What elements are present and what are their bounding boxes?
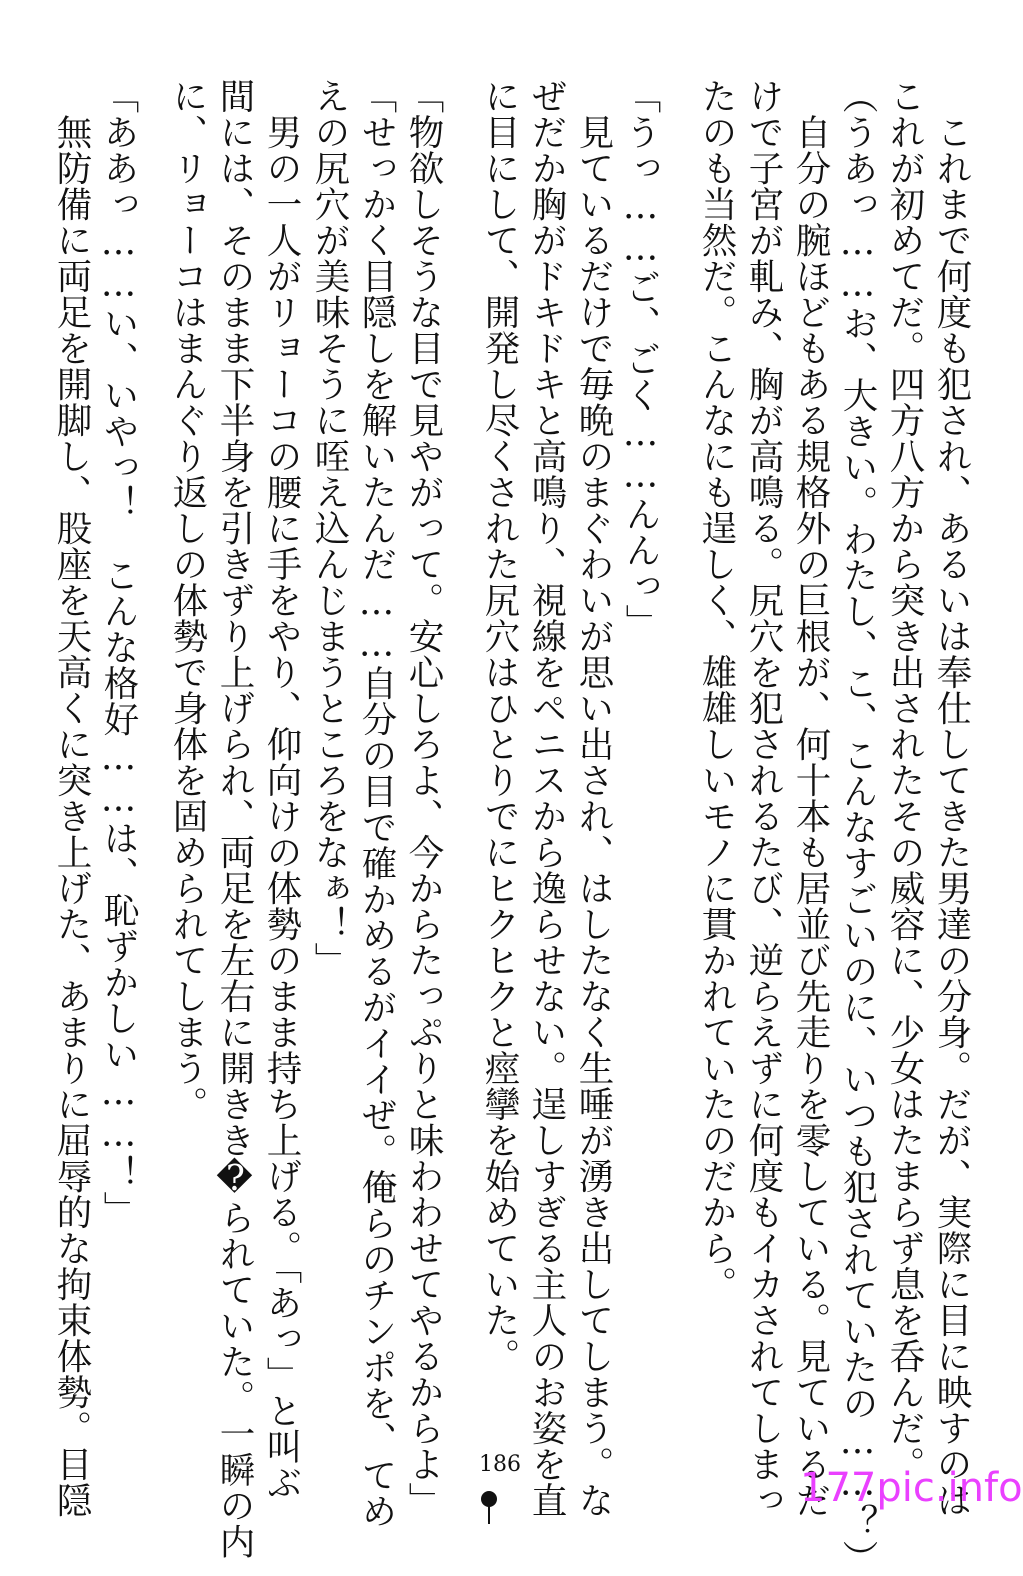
text-column: これまで何度も犯され、あるいは奉仕してきた男達の分身。だが、実際に目に映すのは	[931, 78, 972, 1518]
text-column: に目にして、開発し尽くされた尻穴はひとりでにヒクヒクと痙攣を始めていた。	[479, 78, 520, 1374]
text-column: けで子宮が軋み、胸が高鳴る。尻穴を犯されるたび、逆らえずに何度もイカされてしまっ	[743, 78, 784, 1518]
page-marker-icon	[480, 1490, 498, 1524]
text-column: 「物欲しそうな目で見やがって。安心しろよ、今からたっぷりと味わわせてやるからよ」	[403, 78, 444, 1518]
text-column: 見ているだけで毎晩のまぐわいが思い出され、はしたなく生唾が湧き出してしまう。な	[573, 78, 614, 1518]
text-column: 「ああっ……い、いやっ！ こんな格好……は、恥ずかしい……！」	[98, 78, 139, 1227]
text-column: 男の一人がリョーコの腰に手をやり、仰向けの体勢のまま持ち上げる。「あっ」と叫ぶ	[261, 78, 302, 1501]
text-column: 自分の腕ほどもある規格外の巨根が、何十本も居並び先走りを零している。見ているだ	[790, 78, 831, 1518]
text-column: 間には、そのまま下半身を引きずり上げられ、両足を左右に開きき�られていた。一瞬の内	[214, 78, 255, 1560]
text-column: ぜだか胸がドキドキと高鳴り、視線をペニスから逸らせない。逞しすぎる主人のお姿を直	[526, 78, 567, 1518]
text-column: たのも当然だ。こんなにも逞しく、雄雄しいモノに貫かれていたのだから。	[696, 78, 737, 1302]
text-column: 「せっかく目隠しを解いたんだ……自分の目で確かめるがイイぜ。俺らのチンポを、てめ	[356, 78, 397, 1529]
watermark: 177pic.info	[800, 1465, 1023, 1511]
text-column: 無防備に両足を開脚し、股座を天高くに突き上げた、あまりに屈辱的な拘束体勢。目隠	[51, 78, 92, 1518]
text-column: えの尻穴が美味そうに咥え込んじまうところをなぁ！」	[309, 78, 350, 978]
page-number: 186	[479, 1452, 521, 1477]
text-column: （うあっ……お、大きい。わたし、こ、こんなすごいのに、いつも犯されていたの……？）	[837, 78, 878, 1576]
text-column: これが初めてだ。四方八方から突き出されたその威容に、少女はたまらず息を呑んだ。	[884, 78, 925, 1482]
text-column: に、リョーコはまんぐり返しの体勢で身体を固められてしまう。	[167, 78, 208, 1122]
text-column: 「うっ……ご、ごく……んんっ」	[620, 78, 661, 640]
